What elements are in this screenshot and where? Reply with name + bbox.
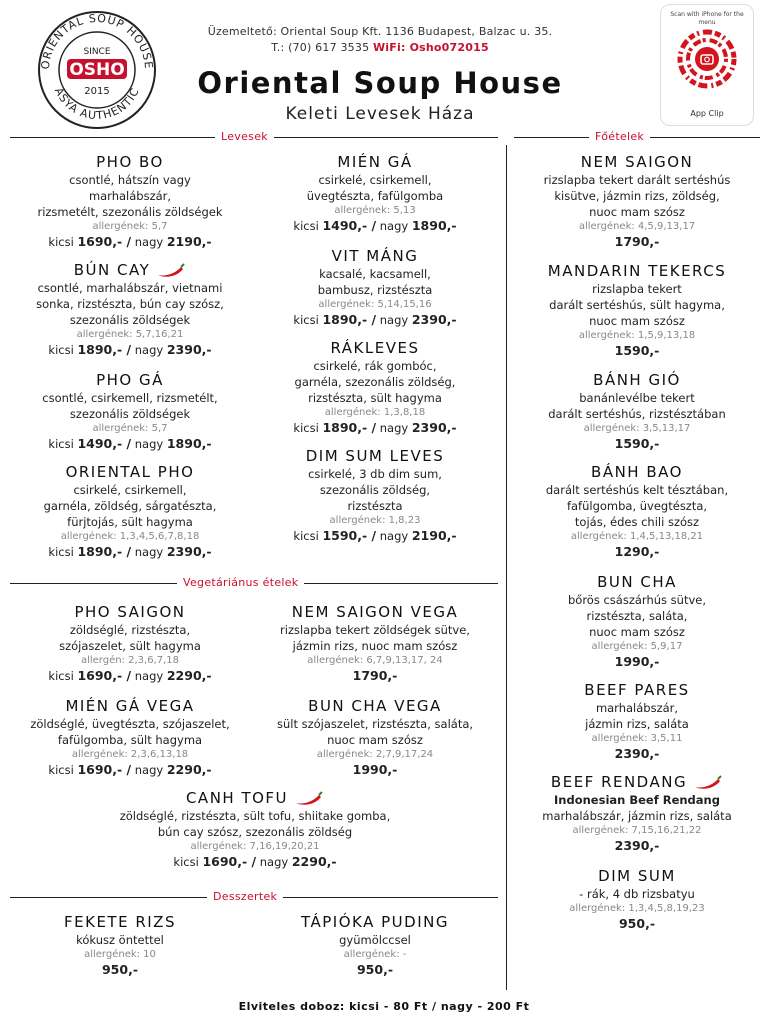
item-desc: gyümölccsel [339, 933, 411, 947]
section-title-vegetarianus: Vegetáriánus ételek [177, 576, 304, 589]
item-name: PHO GÁ [96, 371, 164, 389]
item-allergens: allergének: 1,3,8,18 [324, 407, 426, 418]
large-label: nagy [134, 763, 164, 777]
item-desc: fafülgomba, sült hagyma [57, 733, 203, 747]
item-price: 1590,- [614, 436, 660, 451]
large-price: 2190,- [411, 528, 457, 543]
item-name: BEEF PARES [584, 681, 690, 699]
item-name: CANH TOFU [185, 789, 289, 807]
item-price: 950,- [618, 916, 656, 931]
item-allergens: allergének: 7,15,16,21,22 [572, 825, 702, 836]
item-price [10, 668, 250, 684]
large-label: nagy [134, 669, 164, 683]
item-name: BUN CHA VEGA [308, 697, 442, 715]
item-price [255, 528, 495, 544]
small-price: 1490,- / [77, 436, 132, 451]
item-desc: marhalábszár, [595, 701, 679, 715]
item-allergens: allergének: 5,14,15,16 [318, 299, 432, 310]
item-desc: rizstészta [347, 499, 403, 513]
large-label: nagy [379, 529, 409, 543]
menu-item [512, 152, 762, 250]
item-price [10, 234, 250, 250]
item-price: 950,- [101, 962, 139, 977]
item-allergens: allergének: 5,9,17 [591, 641, 683, 652]
small-label: kicsi [48, 669, 74, 683]
item-desc: zöldséglé, rizstészta, sült tofu, shiitake gomba, [119, 809, 391, 823]
menu-item [10, 696, 250, 778]
large-price: 2290,- [166, 668, 212, 683]
small-price: 1690,- / [77, 668, 132, 683]
large-price: 1890,- [411, 218, 457, 233]
item-desc: darált sertéshús, rizstésztában [548, 407, 726, 421]
item-desc: nuoc mam szósz [589, 625, 685, 639]
menu-item [512, 370, 762, 452]
large-price: 2290,- [166, 762, 212, 777]
item-name: ORIENTAL PHO [65, 463, 195, 481]
item-name: DIM SUM [598, 867, 676, 885]
item-allergens: allergének: 5,7 [92, 423, 168, 434]
item-desc: rizslapba tekert zöldségek sütve, [280, 623, 470, 637]
app-clip-label: App Clip [690, 109, 724, 118]
item-desc: darált sertéshús kelt tésztában, [545, 483, 729, 497]
item-name: BUN CHA [597, 573, 677, 591]
menu-item [512, 866, 762, 932]
item-allergens: allergének: 1,4,5,13,18,21 [570, 531, 704, 542]
small-label: kicsi [48, 763, 74, 777]
phone: T.: (70) 617 3535 [271, 41, 370, 54]
item-name: PHO BO [96, 153, 164, 171]
item-desc: csirkelé, csirkemell, [318, 173, 432, 187]
item-name: NEM SAIGON [580, 153, 694, 171]
small-label: kicsi [293, 219, 319, 233]
item-price: 1590,- [614, 343, 660, 358]
svg-text:ASYA AUTHENTIC: ASYA AUTHENTIC [51, 85, 143, 123]
page-subtitle: Keleti Levesek Háza [285, 104, 475, 124]
menu-item [255, 152, 495, 234]
svg-text:SINCE: SINCE [83, 47, 111, 57]
operator-line: Üzemeltető: Oriental Soup Kft. 1136 Budapest, Balzac u. 35. [207, 25, 553, 38]
item-desc: rizstészta, sült hagyma [308, 391, 442, 405]
item-desc: rizslapba tekert darált sertéshús [543, 173, 731, 187]
item-desc: jázmin rizs, saláta [585, 717, 689, 731]
item-desc: csontlé, csirkemell, rizsmetélt, [42, 391, 218, 405]
item-desc: garnéla, zöldség, sárgatészta, [43, 499, 217, 513]
item-allergens: allergének: 5,13 [334, 205, 416, 216]
item-desc: tojás, édes chili szósz [574, 515, 700, 529]
item-desc: bőrös császárhús sütve, [567, 593, 706, 607]
item-allergens: allergén: 2,3,6,7,18 [80, 655, 180, 666]
item-price [10, 436, 250, 452]
item-price [10, 762, 250, 778]
small-label: kicsi [293, 529, 319, 543]
menu-item [512, 261, 762, 359]
item-desc: sonka, rizstészta, bún cay szósz, [36, 297, 224, 311]
item-price [255, 420, 495, 436]
item-desc: jázmin rizs, nuoc mam szósz [292, 639, 458, 653]
menu-item [10, 260, 250, 358]
item-desc: nuoc mam szósz [589, 314, 685, 328]
item-desc: kacsalé, kacsamell, [319, 267, 431, 281]
item-desc: csirkelé, rák gombóc, [313, 359, 437, 373]
item-price: 1790,- [352, 668, 398, 683]
item-name: DIM SUM LEVES [305, 447, 445, 465]
item-allergens: allergének: 1,3,4,5,8,19,23 [569, 903, 705, 914]
item-name: PHO SAIGON [74, 603, 186, 621]
small-label: kicsi [48, 545, 74, 559]
item-desc: csirkelé, csirkemell, [73, 483, 187, 497]
item-name: BÚN CAY [73, 261, 151, 279]
large-price: 2290,- [291, 854, 337, 869]
item-allergens: allergének: 2,7,9,17,24 [316, 749, 434, 760]
item-desc: szezonális zöldségek [69, 407, 191, 421]
large-price: 2390,- [166, 342, 212, 357]
item-desc: bambusz, rizstészta [317, 283, 433, 297]
menu-item [255, 246, 495, 328]
item-desc: rizslapba tekert [592, 282, 682, 296]
item-allergens: allergének: 6,7,9,13,17, 24 [307, 655, 443, 666]
svg-text:2015: 2015 [84, 86, 110, 97]
chili-icon [693, 775, 723, 791]
app-clip-code[interactable] [660, 4, 754, 126]
item-price [60, 854, 450, 870]
item-name: FEKETE RIZS [64, 913, 176, 931]
item-name: MIÉN GÁ [337, 153, 413, 171]
large-label: nagy [134, 343, 164, 357]
item-desc: rizstészta, saláta, [586, 609, 688, 623]
item-desc: garnéla, szezonális zöldség, [294, 375, 456, 389]
large-price: 2390,- [411, 420, 457, 435]
small-price: 1890,- / [322, 312, 377, 327]
menu-item [248, 602, 502, 684]
osho-logo [34, 8, 160, 130]
menu-item [10, 912, 230, 978]
app-clip-icon [677, 29, 737, 89]
menu-item [512, 680, 762, 762]
small-label: kicsi [48, 437, 74, 451]
item-desc: sült szójaszelet, rizstészta, saláta, [276, 717, 474, 731]
item-allergens: allergének: 5,7 [92, 221, 168, 232]
item-desc: marhalábszár, jázmin rizs, saláta [542, 809, 732, 823]
page-title: Oriental Soup House [197, 66, 563, 100]
menu-item [10, 462, 250, 560]
small-label: kicsi [48, 343, 74, 357]
wifi-info: WiFi: Osho072015 [372, 41, 489, 54]
large-label: nagy [259, 855, 289, 869]
small-label: kicsi [293, 313, 319, 327]
large-label: nagy [134, 235, 164, 249]
operator-info [200, 24, 560, 56]
item-name: NEM SAIGON VEGA [291, 603, 459, 621]
item-desc: nuoc mam szósz [589, 205, 685, 219]
qr-caption: Scan with iPhone for the menu [670, 11, 744, 26]
small-price: 1890,- / [77, 342, 132, 357]
item-desc: fürjtojás, sült hagyma [67, 515, 193, 529]
item-name: BÁNH BAO [591, 463, 683, 481]
item-desc: marhalábszár, [88, 189, 172, 203]
item-price: 2390,- [614, 746, 660, 761]
section-title-foetelek: Főételek [589, 130, 650, 143]
item-desc: szójaszelet, sült hagyma [59, 639, 201, 653]
item-price: 1990,- [614, 654, 660, 669]
column-divider [506, 145, 507, 990]
item-price: 1990,- [352, 762, 398, 777]
item-desc: bún cay szósz, szezonális zöldség [157, 825, 353, 839]
item-name: VIT MÁNG [331, 247, 419, 265]
item-allergens: allergének: 5,7,16,21 [76, 329, 184, 340]
item-allergens: allergének: 1,8,23 [329, 515, 421, 526]
item-desc: zöldséglé, üvegtészta, szójaszelet, [30, 717, 230, 731]
large-label: nagy [134, 437, 164, 451]
item-desc: rizsmetélt, szezonális zöldségek [37, 205, 223, 219]
section-title-levesek: Levesek [215, 130, 274, 143]
item-price [255, 312, 495, 328]
item-desc: zöldséglé, rizstészta, [69, 623, 191, 637]
large-price: 2190,- [166, 234, 212, 249]
item-name: MANDARIN TEKERCS [547, 262, 727, 280]
small-price: 1490,- / [322, 218, 377, 233]
chili-icon [156, 263, 186, 279]
menu-item [255, 338, 495, 436]
large-label: nagy [379, 313, 409, 327]
small-price: 1890,- / [322, 420, 377, 435]
item-desc: - rák, 4 db rizsbatyu [579, 887, 695, 901]
item-desc: kókusz öntettel [76, 933, 164, 947]
menu-item [512, 772, 762, 854]
item-desc: kisütve, jázmin rizs, zöldség, [554, 189, 720, 203]
item-price [10, 544, 250, 560]
item-subname: Indonesian Beef Rendang [554, 793, 720, 807]
small-price: 1690,- / [77, 762, 132, 777]
large-label: nagy [134, 545, 164, 559]
menu-item [255, 446, 495, 544]
large-price: 1890,- [166, 436, 212, 451]
item-desc: csontlé, marhalábszár, vietnami [37, 281, 223, 295]
item-desc: darált sertéshús, sült hagyma, [549, 298, 725, 312]
item-name: BEEF RENDANG [550, 773, 688, 791]
item-desc: szezonális zöldség, [319, 483, 431, 497]
item-desc: üvegtészta, fafülgomba [306, 189, 444, 203]
menu-item [248, 696, 502, 778]
menu-item [512, 572, 762, 670]
item-desc: banánlevélbe tekert [579, 391, 695, 405]
item-desc: csontlé, hátszín vagy [69, 173, 191, 187]
chili-icon [294, 791, 324, 807]
item-price: 1790,- [614, 234, 660, 249]
item-price: 1290,- [614, 544, 660, 559]
item-desc: szezonális zöldségek [69, 313, 191, 327]
menu-item [10, 152, 250, 250]
large-price: 2390,- [166, 544, 212, 559]
section-title-desszertek: Desszertek [207, 890, 283, 903]
item-name: RÁKLEVES [330, 339, 420, 357]
item-desc: csirkelé, 3 db dim sum, [308, 467, 442, 481]
large-price: 2390,- [411, 312, 457, 327]
small-label: kicsi [48, 235, 74, 249]
item-allergens: allergének: 7,16,19,20,21 [190, 841, 320, 852]
item-price [255, 218, 495, 234]
item-allergens: allergének: - [343, 949, 407, 960]
item-name: TÁPIÓKA PUDING [301, 913, 449, 931]
large-label: nagy [379, 421, 409, 435]
small-price: 1690,- / [77, 234, 132, 249]
item-name: BÁNH GIÓ [593, 371, 681, 389]
item-allergens: allergének: 3,5,13,17 [583, 423, 691, 434]
item-allergens: allergének: 3,5,11 [591, 733, 683, 744]
small-price: 1890,- / [77, 544, 132, 559]
small-price: 1590,- / [322, 528, 377, 543]
menu-item [60, 788, 450, 870]
small-price: 1690,- / [202, 854, 257, 869]
item-allergens: allergének: 10 [84, 949, 156, 960]
takeaway-box-note: Elviteles doboz: kicsi - 80 Ft / nagy - 200 Ft [238, 1000, 530, 1013]
large-label: nagy [379, 219, 409, 233]
small-label: kicsi [173, 855, 199, 869]
item-allergens: allergének: 4,5,9,13,17 [578, 221, 696, 232]
item-price [10, 342, 250, 358]
menu-item [512, 462, 762, 560]
menu-item [10, 370, 250, 452]
menu-item [10, 602, 250, 684]
item-desc: nuoc mam szósz [327, 733, 423, 747]
item-desc: fafülgomba, üvegtészta, [566, 499, 708, 513]
item-name: MIÉN GÁ VEGA [65, 697, 195, 715]
item-allergens: allergének: 2,3,6,13,18 [71, 749, 189, 760]
small-label: kicsi [293, 421, 319, 435]
item-allergens: allergének: 1,3,4,5,6,7,8,18 [60, 531, 200, 542]
svg-text:OSHO: OSHO [69, 60, 125, 80]
svg-text:ORIENTAL SOUP HOUSE: ORIENTAL SOUP HOUSE [38, 11, 156, 70]
item-allergens: allergének: 1,5,9,13,18 [578, 330, 696, 341]
menu-item [260, 912, 490, 978]
item-price: 2390,- [614, 838, 660, 853]
item-price: 950,- [356, 962, 394, 977]
